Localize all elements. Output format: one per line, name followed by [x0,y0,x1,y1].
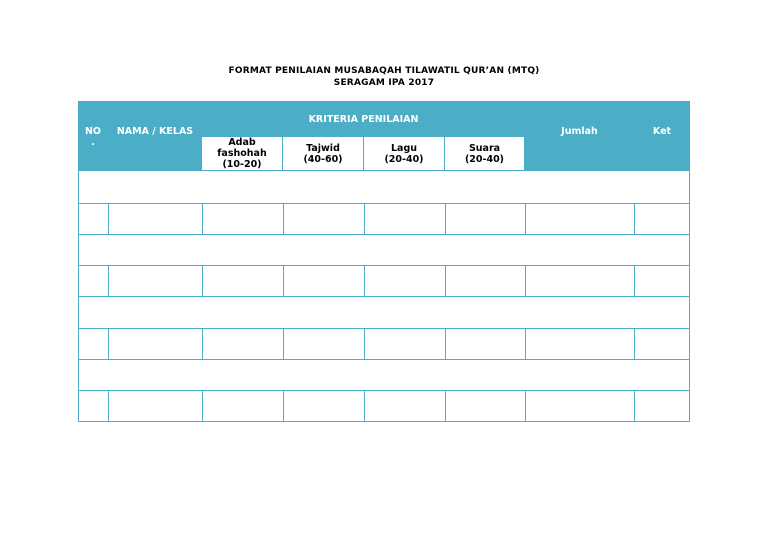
column-divider [108,391,109,421]
criteria-suara [444,136,525,171]
table-row [78,391,690,422]
header-kriteria: KRITERIA PENILAIAN [308,114,419,125]
criteria-adab-range: (10-20) [222,159,262,170]
header-jumlah: Jumlah [561,126,598,137]
table-row-merged [78,360,690,391]
table-row-merged [78,171,690,204]
column-divider [445,204,446,234]
table-row-merged [78,297,690,329]
criteria-adab-fashohah [201,136,283,171]
column-divider [283,391,284,421]
header-no [78,126,108,148]
header-no-dot: . [91,137,95,148]
column-divider [108,266,109,296]
table-row-merged [78,235,690,266]
column-divider [445,391,446,421]
column-divider [283,204,284,234]
criteria-adab-line1: Adab [228,137,256,148]
criteria-lagu [363,136,445,171]
column-divider [445,266,446,296]
header-no-text: NO [84,126,102,137]
header-nama-kelas: NAMA / KELAS [116,126,194,137]
criteria-tajwid-range: (40-60) [303,153,343,165]
table-row [78,266,690,297]
criteria-suara-range: (20-40) [464,153,505,165]
column-divider [283,329,284,359]
column-divider [525,391,526,421]
criteria-lagu-range: (20-40) [384,153,424,165]
column-divider [525,204,526,234]
column-divider [364,329,365,359]
table-row [78,204,690,235]
column-divider [364,391,365,421]
column-divider [202,391,203,421]
criteria-tajwid-label: Tajwid [306,142,340,154]
column-divider [202,266,203,296]
criteria-lagu-label: Lagu [390,142,418,154]
column-divider [525,266,526,296]
column-divider [202,204,203,234]
column-divider [108,329,109,359]
column-divider [634,204,635,234]
assessment-table [78,101,690,422]
document-subtitle: SERAGAM IPA 2017 [333,78,435,88]
header-ket: Ket [652,126,672,137]
column-divider [634,266,635,296]
column-divider [364,204,365,234]
table-row [78,329,690,360]
column-divider [445,329,446,359]
column-divider [364,266,365,296]
column-divider [108,204,109,234]
column-divider [634,391,635,421]
column-divider [283,266,284,296]
column-divider [525,329,526,359]
criteria-tajwid [282,136,364,171]
criteria-adab-line2: fashohah [217,148,267,159]
criteria-suara-label: Suara [468,142,501,154]
column-divider [634,329,635,359]
document-title: FORMAT PENILAIAN MUSABAQAH TILAWATIL QUR’AN (MTQ) [228,66,540,76]
column-divider [202,329,203,359]
